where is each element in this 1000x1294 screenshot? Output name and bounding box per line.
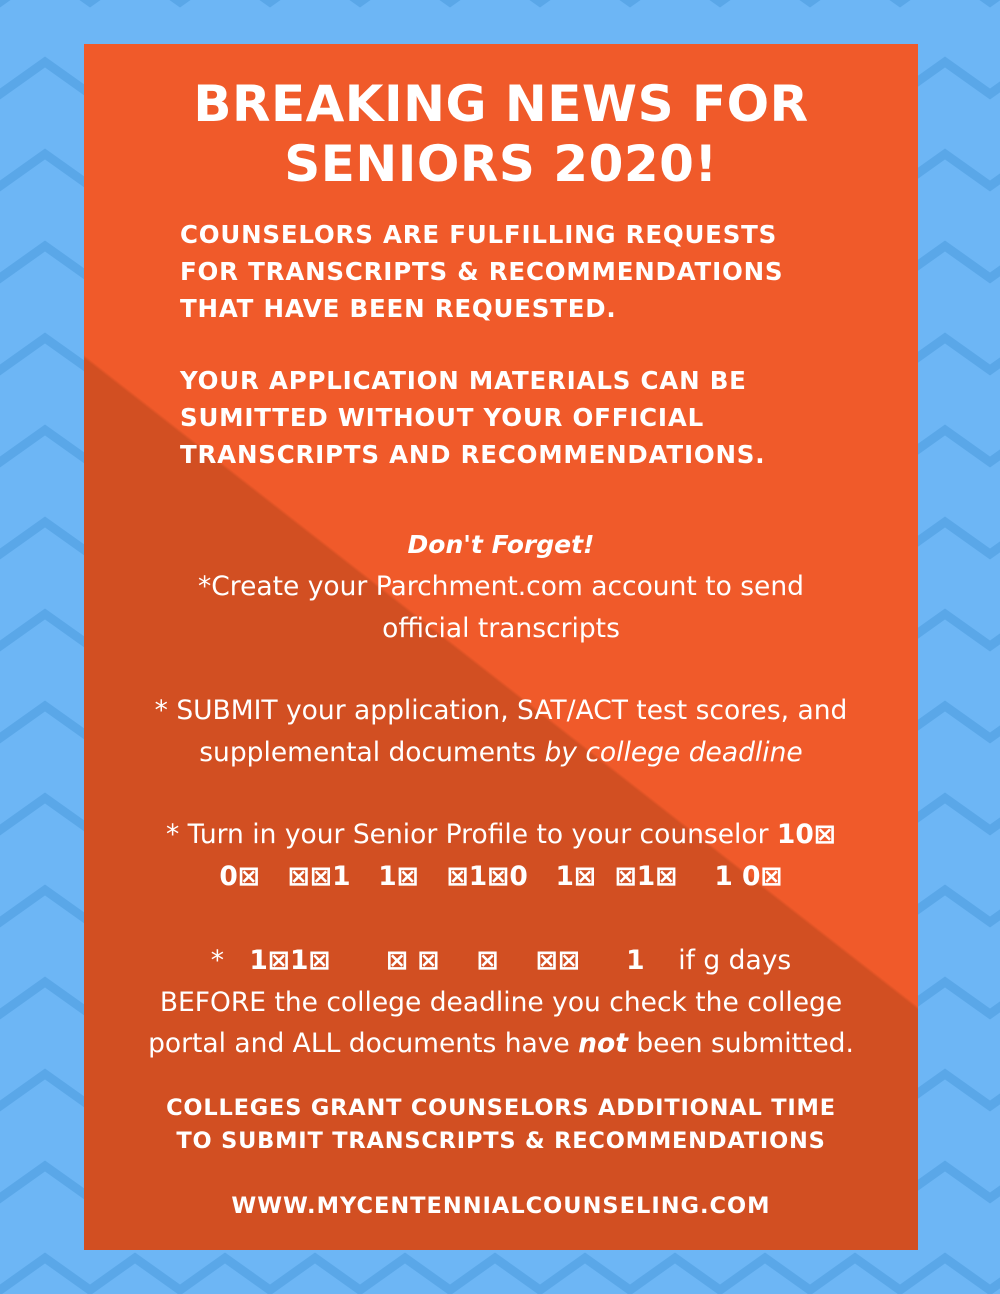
notice-line: THAT HAVE BEEN REQUESTED. <box>180 294 617 323</box>
notice-line: COUNSELORS ARE FULFILLING REQUESTS <box>180 220 778 249</box>
deadline-emphasis: by college deadline <box>544 736 803 768</box>
chevron-stripe <box>0 1258 1000 1290</box>
additional-time-notice <box>84 1092 918 1158</box>
reminder-line <box>84 940 918 982</box>
notice-line: YOUR APPLICATION MATERIALS CAN BE <box>180 366 747 395</box>
notice-line: FOR TRANSCRIPTS & RECOMMENDATIONS <box>180 257 784 286</box>
portal-check-reminder <box>84 940 918 1065</box>
submit-reminder <box>84 690 918 773</box>
reminder-text: * <box>210 945 250 976</box>
reminder-line: official transcripts <box>382 612 620 644</box>
reminder-text: * Turn in your Senior Profile to your counselor <box>165 819 777 850</box>
reminder-text: supplemental documents <box>199 736 545 768</box>
garbled-date-text: 0⊠ ⊠⊠1 1⊠ ⊠1⊠0 1⊠ ⊠1⊠ 1 0⊠ <box>219 860 783 892</box>
transcripts-notice <box>180 216 880 327</box>
title-line: BREAKING NEWS FOR <box>193 75 809 133</box>
flyer-card <box>84 44 918 1250</box>
reminder-line <box>84 732 918 774</box>
footer-line: COLLEGES GRANT COUNSELORS ADDITIONAL TIME <box>166 1095 836 1121</box>
chevron-stripe <box>0 0 1000 2</box>
not-emphasis: not <box>578 1028 628 1059</box>
title-line: SENIORS 2020! <box>284 135 718 193</box>
senior-profile-reminder <box>84 814 918 897</box>
reminder-line: BEFORE the college deadline you check the college <box>159 986 843 1018</box>
notice-line: TRANSCRIPTS AND RECOMMENDATIONS. <box>180 440 766 469</box>
reminder-text: portal and ALL documents have <box>148 1028 579 1059</box>
reminder-line <box>84 1023 918 1065</box>
notice-line: SUMITTED WITHOUT YOUR OFFICIAL <box>180 403 705 432</box>
flyer-title <box>84 74 918 194</box>
reminder-line <box>84 814 918 856</box>
materials-notice <box>180 362 880 473</box>
reminder-line: *Create your Parchment.com account to send <box>198 571 804 602</box>
parchment-reminder <box>84 566 918 649</box>
website-link[interactable]: WWW.MYCENTENNIALCOUNSELING.COM <box>231 1193 771 1219</box>
garbled-date-text: 10⊠ <box>776 819 837 850</box>
dont-forget-heading: Don't Forget! <box>407 530 595 559</box>
footer-line: TO SUBMIT TRANSCRIPTS & RECOMMENDATIONS <box>176 1128 826 1154</box>
garbled-text: 1⊠1⊠ ⊠ ⊠ ⊠ ⊠⊠ 1 <box>249 945 645 976</box>
reminder-text: if g days <box>644 945 792 976</box>
reminder-text: been submitted. <box>627 1028 854 1059</box>
reminder-line: * SUBMIT your application, SAT/ACT test scores, and <box>154 695 848 726</box>
